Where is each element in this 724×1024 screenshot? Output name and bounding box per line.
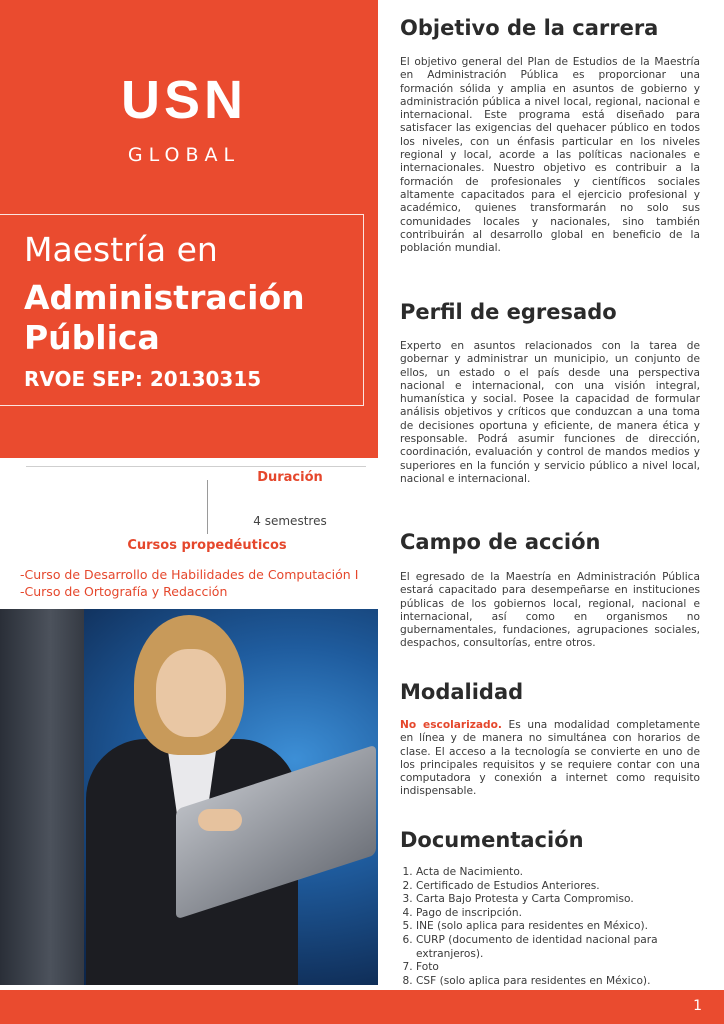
section-title-campo: Campo de acción [400, 530, 601, 554]
student-photo [0, 609, 378, 985]
courses-list [20, 566, 390, 600]
course-item: -Curso de Desarrollo de Habilidades de Computación I [20, 567, 359, 582]
section-text-objetivo: El objetivo general del Plan de Estudios de la Maestría en Administración Pública es proporcionar una formación sólida y amplia en asuntos de gobierno y administración pública a nivel local, regional, nacional e internacional. Este programa está diseñado para satisfacer las exigencias del quehacer público en todos los niveles, con un énfasis particular en los niveles regional y local, acorde a las políticas nacionales e internacionales. Nuestro objetivo es contribuir a la formación de profesionales y científicos sociales altamente capacitados para el ejercicio profesional y académico, quienes transformarán no solo sus comunidades locales y nacionales, sino también contribuirán al desarrollo global en beneficio de la población mundial. [400, 56, 700, 255]
section-title-documentacion: Documentación [400, 828, 584, 852]
logo-usn: USN [120, 70, 247, 130]
rvoe-code: RVOE SEP: 20130315 [24, 367, 262, 391]
course-item: -Curso de Ortografía y Redacción [20, 584, 228, 599]
document-item: 6. CURP (documento de identidad nacional para extranjeros). [416, 934, 714, 961]
document-item: 2. Certificado de Estudios Anteriores. [416, 880, 714, 894]
page-number: 1 [693, 998, 702, 1014]
program-title-line2: Administración [24, 278, 305, 317]
document-item: 1. Acta de Nacimiento. [416, 866, 714, 880]
documents-list [402, 866, 714, 988]
document-item: 3. Carta Bajo Protesta y Carta Compromiso. [416, 893, 714, 907]
logo-global: GLOBAL [127, 144, 241, 166]
program-title-line3: Pública [24, 318, 160, 357]
modalidad-bold: No escolarizado. [400, 719, 502, 731]
document-item: 5. INE (solo aplica para residentes en México). [416, 920, 714, 934]
duration-value: 4 semestres [253, 514, 327, 528]
section-title-objetivo: Objetivo de la carrera [400, 16, 659, 40]
duration-label: Duración [257, 470, 323, 485]
duration-vertical-divider [207, 480, 208, 534]
courses-title: Cursos propedéuticos [127, 538, 287, 553]
footer-bar [0, 990, 724, 1024]
photo-pillar [0, 609, 84, 985]
section-text-campo: El egresado de la Maestría en Administración Pública estará capacitado para desempeñarse en instituciones públicas de los gobiernos local, regional, nacional e internacional, así como en organismos no gubernamentales, fundaciones, agrupaciones sociales, despachos, consultorías, entre otros. [400, 571, 700, 650]
duration-divider [26, 466, 366, 467]
document-item: 4. Pago de inscripción. [416, 907, 714, 921]
section-title-perfil: Perfil de egresado [400, 300, 617, 324]
program-title-line1: Maestría en [24, 230, 218, 269]
section-text-perfil: Experto en asuntos relacionados con la tarea de gobernar y administrar un municipio, un conjunto de ellos, un estado o el país desde una perspectiva nacional e internacional, con una visión integral, humanística y social. Posee la capacidad de formular análisis objetivos y críticos que conduzcan a una toma de decisiones oportuna y eficiente, de manera ética y responsable. Podrá asumir funciones de dirección, coordinación, evaluación y control de mandos medios y superiores en la función y servicio público a nivel local, nacional e internacional. [400, 340, 700, 485]
section-text-modalidad [400, 719, 700, 799]
document-item: 8. CSF (solo aplica para residentes en México). [416, 975, 714, 989]
modalidad-text: Es una modalidad completamente en línea y de manera no simultánea con horarios de clase. El acceso a la tecnología se convierte en uno de los principales requisitos y se requiere contar con una computadora y conexión a internet como requisito indispensable. [400, 719, 700, 798]
photo-person-face [156, 649, 226, 737]
section-title-modalidad: Modalidad [400, 680, 524, 704]
document-item: 7. Foto [416, 961, 714, 975]
photo-person-hand [198, 809, 242, 831]
